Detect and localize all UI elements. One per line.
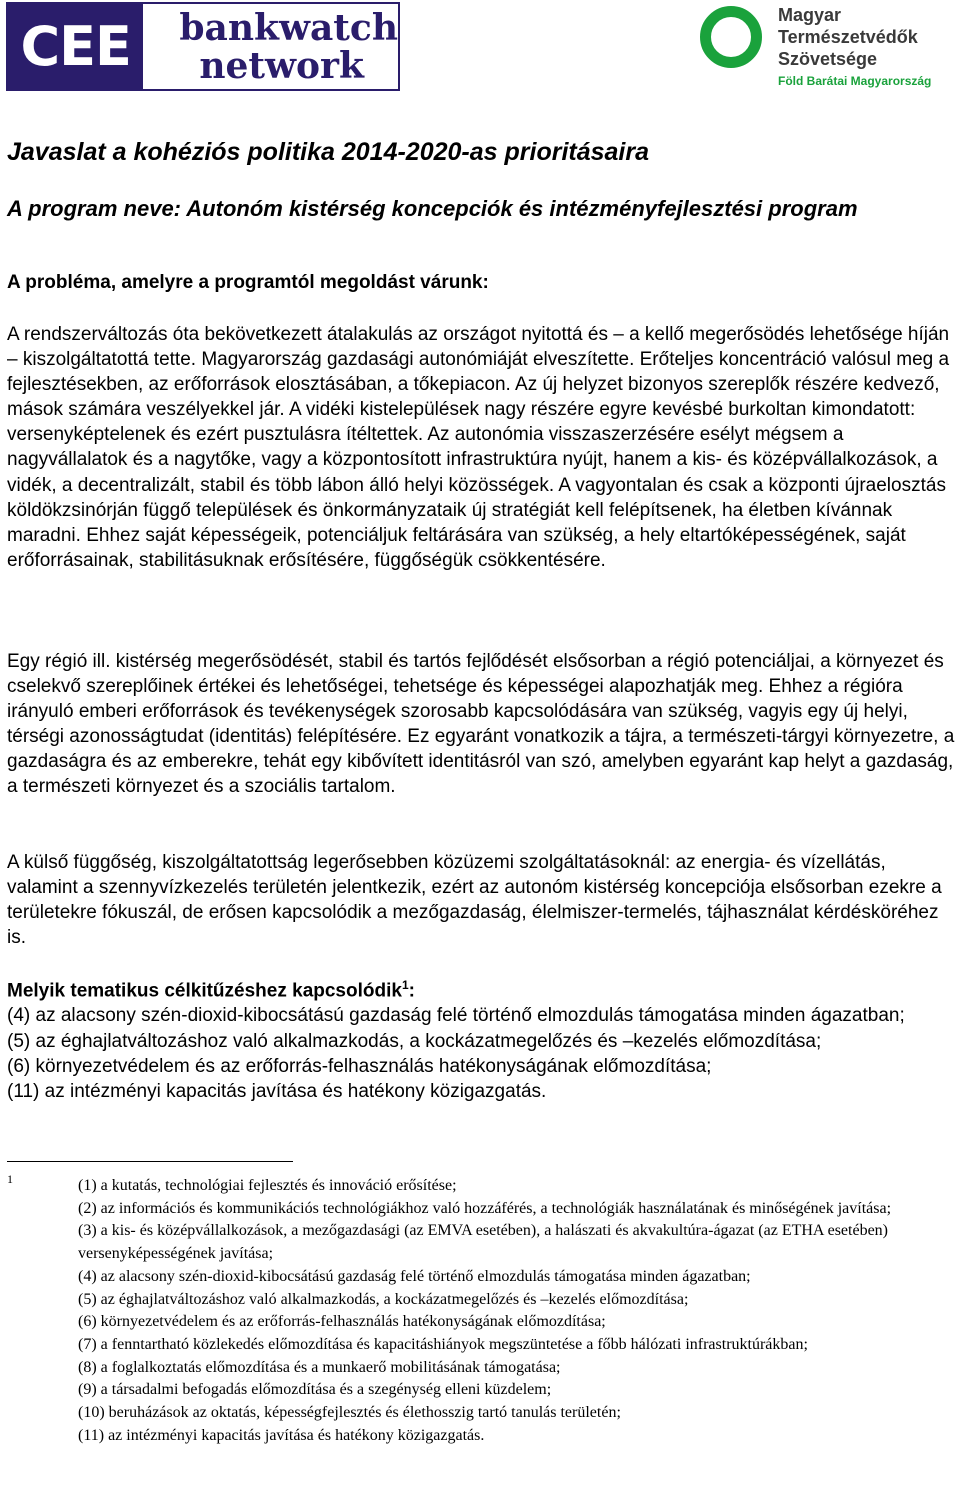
document-title: Javaslat a kohéziós politika 2014-2020-as prioritásaira: [7, 138, 650, 166]
footnote-item: (11) az intézményi kapacitás javítása és hatékony közigazgatás.: [78, 1426, 485, 1444]
paragraph-1: A rendszerváltozás óta bekövetkezett átalakulás az országot nyitottá és – a kellő megerősödés lehetősége híján – kiszolgáltatottá tette. Magyarország gazdasági autonómiáját elveszítette. Erőteljes koncentráció valósul meg a fejlesztésekben, az erőforrások elosztásában, a tőkepiacon. Az új helyzet bizonyos szereplők részére kedvező, mások számára veszélyekkel jár. A vidéki kistelepülések nagy részére egyre kevésbé burkoltan kimondatott: versenyképtelenek és ezért pusztulásra ítéltettek. Az autonómia visszaszerzésére esélyt mégsem a nagyvállalatok és a nagytőke, vagy a központosított infrastruktúra nyújt, hanem a kis- és középvállalkozások, a vidék, a decentralizált, stabil és több lábon álló helyi közösségek. A vagyontalan és csak a központi újraelosztás köldökzsinórján függő települések és önkormányzataik új stratégiát kell felépítsenek, ha életben kívánnak maradni. Ehhez saját képességeik, potenciáljuk feltárására van szükség, a hely eltartóképességének, saját erőforrásainak, stabilitásuknak erősítésére, függőségük csökkentésére.: [7, 324, 950, 571]
paragraph-2: Egy régió ill. kistérség megerősödését, stabil és tartós fejlődését elsősorban a régió potenciáljai, a környezet és cselekvő szereplőinek értékei és lehetőségei, tehetsége és képességei alapozhatják meg. Ehhez a régióra irányuló emberi erőforrások és tevékenységek szorosabb kapcsolódására van szükség, vagyis egy új helyi, térségi azonosságtudat (identitás) felépítésére. Ez egyaránt vonatkozik a tájra, a természeti-tárgyi környezetre, a gazdaságra és az emberekre, tehát egy kibővített identitásról van szó, amelyben egyaránt kap helyt a gazdaság, a természeti környezet és a szociális tartalom.: [7, 651, 955, 798]
footnote-item: (3) a kis- és középvállalkozások, a mezőgazdasági (az EMVA esetében), a halászati és akvakultúra-ágazat (az ETHA esetében) versenyképességének javítása;: [78, 1222, 888, 1263]
mtvsz-line2: Természetvédők: [778, 27, 918, 47]
footnote-item: (2) az információs és kommunikációs technológiákhoz való hozzáférés, a technológiák használatának és minőségének javítása;: [78, 1199, 892, 1217]
footnote-item: (8) a foglalkoztatás előmozdítása és a munkaerő mobilitásának támogatása;: [78, 1358, 561, 1376]
thematic-heading-colon: :: [408, 980, 415, 1002]
mtvsz-name: [778, 4, 918, 70]
thematic-item: (6) környezetvédelem és az erőforrás-felhasználás hatékonyságának előmozdítása;: [7, 1055, 712, 1077]
mtvsz-line3: Szövetsége: [778, 49, 878, 69]
paragraph-3: A külső függőség, kiszolgáltatottság legerősebben közüzemi szolgáltatásoknál: az energia- és vízellátás, valamint a szennyvízkezelés területén jelentkezik, ezért az autonóm kistérség koncepciója elsősorban ezekre a területekre fókuszál, de erősen kapcsolódik a mezőgazdaság, élelmiszer-termelés, tájhasználat kérdésköréhez is.: [7, 852, 942, 949]
thematic-item: (4) az alacsony szén-dioxid-kibocsátású gazdaság felé történő elmozdulás támogatása minden ágazatban;: [7, 1005, 905, 1027]
footnote-mark: 1: [7, 1172, 13, 1186]
cee-logo-words: [143, 4, 398, 89]
cee-logo-box: CEE: [8, 4, 143, 89]
thematic-section: [7, 973, 957, 1104]
mtvsz-logo: [698, 4, 958, 92]
footnote-item: (4) az alacsony szén-dioxid-kibocsátású gazdaság felé történő elmozdulás támogatása minden ágazatban;: [78, 1267, 751, 1285]
footnote-item: (1) a kutatás, technológiai fejlesztés és innováció erősítése;: [78, 1177, 457, 1194]
footnote-list: [78, 1175, 956, 1447]
footnote-item: (7) a fenntartható közlekedés előmozdítása és kapacitáshiányok megszüntetése a főbb hálózati infrastruktúrákban;: [78, 1335, 808, 1353]
thematic-heading: [7, 973, 957, 1003]
program-name: A program neve: Autonóm kistérség koncepciók és intézményfejlesztési program: [7, 196, 858, 221]
mtvsz-tagline: Föld Barátai Magyarország: [778, 74, 932, 88]
cee-logo-line1: bankwatch: [179, 6, 398, 49]
problem-heading: A probléma, amelyre a programtól megoldást várunk:: [7, 272, 489, 293]
mtvsz-ring-icon: [700, 6, 762, 68]
cee-logo-line2: network: [199, 44, 364, 87]
footnote-divider: [7, 1161, 293, 1162]
mtvsz-line1: Magyar: [778, 5, 842, 25]
cee-bankwatch-logo: [6, 2, 400, 91]
thematic-item: (5) az éghajlatváltozáshoz való alkalmazkodás, a kockázatmegelőzés és –kezelés előmozdítása;: [7, 1030, 822, 1052]
thematic-item: (11) az intézményi kapacitás javítása és hatékony közigazgatás.: [7, 1080, 547, 1102]
footnote-ref[interactable]: 1: [401, 978, 409, 992]
footnote-item: (10) beruházások az oktatás, képességfejlesztés és élethosszig tartó tanulás területén;: [78, 1404, 621, 1422]
footnote-item: (5) az éghajlatváltozáshoz való alkalmazkodás, a kockázatmegelőzés és –kezelés előmozdítása;: [78, 1290, 689, 1308]
footnote-item: (6) környezetvédelem és az erőforrás-felhasználás hatékonyságának előmozdítása;: [78, 1313, 606, 1331]
thematic-heading-text: Melyik tematikus célkitűzéshez kapcsolódik: [7, 980, 402, 1002]
footnote-item: (9) a társadalmi befogadás előmozdítása és a szegénység elleni küzdelem;: [78, 1381, 552, 1399]
